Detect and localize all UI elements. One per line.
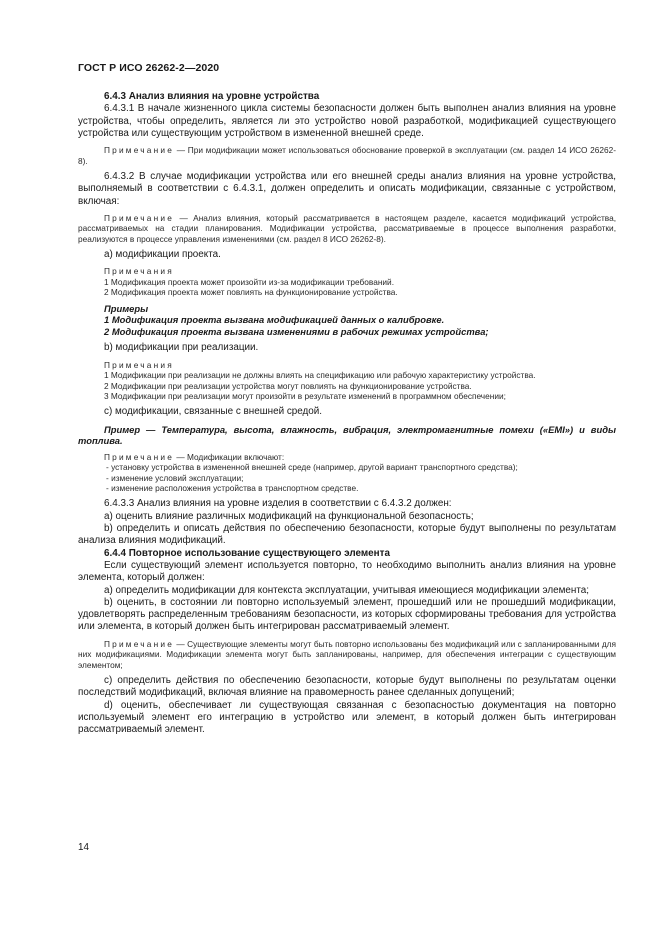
section-heading-6-4-4: 6.4.4 Повторное использование существующего элемента (104, 547, 390, 559)
page-number: 14 (78, 842, 89, 853)
note-label: Примечание (104, 638, 175, 649)
note-text: — При модификации может использоваться обоснование проверкой в эксплуатации (см. раздел 14 ИСО 26262-8). (78, 145, 616, 166)
note-label: Примечание (104, 212, 175, 223)
section-heading-6-4-3: 6.4.3 Анализ влияния на уровне устройства (104, 91, 320, 102)
paragraph-6-4-3-1: 6.4.3.1 В начале жизненного цикла системы безопасности должен быть выполнен анализ влияния на уровне устройства, чтобы определить, является ли это устройство новой разработкой, модификацией существующего устройства или существующим устройством в измененной внешней среде. (78, 103, 616, 139)
notes-label: Примечания (104, 359, 174, 370)
paragraph-6-4-4-c: с) определить действия по обеспечению безопасности, которые будут выполнены по результатам оценки последствий модификаций, включая влияние на правомерность ранее сделанных допущений; (78, 674, 616, 699)
paragraph-6-4-3-2: 6.4.3.2 В случае модификации устройства или его внешней среды анализ влияния на уровне устройства, выполняемый в соответствии с 6.4.3.1, должен определить и описать модификации, связанные с устройством, включая: (78, 171, 616, 207)
note-text: — Модификации включают: (174, 451, 285, 462)
list-item-c: с) модификации, связанные с внешней средой. (104, 406, 323, 418)
paragraph-6-4-4-a: а) определить модификации для контекста эксплуатации, учитывая имеющиеся модификации элемента; (104, 584, 590, 596)
paragraph-6-4-4-d: d) оценить, обеспечивает ли существующая связанная с безопасностью документация на повторно используемый элемент его интеграцию в устройство или элемент, в который должен быть интегрирован рассматриваемый элемент. (78, 699, 616, 736)
document-header: ГОСТ Р ИСО 26262-2—2020 (78, 62, 220, 74)
examples-label: Примеры (104, 302, 149, 314)
note-list-item: - установку устройства в измененной внешней среде (например, другой вариант транспортного средства); (106, 462, 518, 473)
note-list-item: - изменение расположения устройства в транспортном средстве. (106, 483, 359, 494)
paragraph-6-4-4-b: b) оценить, в состоянии ли повторно используемый элемент, прошедший или не прошедший модификации, удовлетворять распределенным требованиям безопасности, из которых сформированы требования для устройства или элемента, в который должен быть интегрирован рассматриваемый элемент. (78, 596, 616, 633)
example-item: 1 Модификация проекта вызвана модификацией данных о калибровке. (104, 314, 445, 326)
example-item: 2 Модификация проекта вызвана изменениями в рабочих режимах устройства; (104, 325, 489, 337)
paragraph-6-4-3-3-b: b) определить и описать действия по обеспечению безопасности, которые будут выполнены по результатам анализа влияния модификаций. (78, 523, 616, 547)
note-2 (78, 213, 616, 244)
note-item: 3 Модификации при реализации могут произойти в результате изменений в программном обеспечении; (104, 390, 506, 401)
note-item: 1 Модификация проекта может произойти из-за модификации требований. (104, 276, 395, 287)
note-label: Примечание (104, 145, 175, 156)
note-text: — Существующие элементы могут быть повторно использованы без модификаций или с запланированными для них модификациями. Модификации элемента могут быть запланированы, например, для обеспечения интеграции с существующим элементом; (78, 638, 616, 670)
paragraph-6-4-3-3: 6.4.3.3 Анализ влияния на уровне изделия в соответствии с 6.4.3.2 должен: (104, 498, 452, 510)
note-label: Примечание (104, 451, 175, 462)
note-item: 1 Модификации при реализации не должны влиять на спецификацию или рабочую характеристику устройства. (104, 370, 536, 381)
notes-label: Примечания (104, 266, 174, 277)
note-text: — Анализ влияния, который рассматривается в настоящем разделе, касается модификаций устройства, рассматриваемых на стадии планирования. Модификации устройства, рассматриваемые в процессе выполнения разработки, реализуются в процессе управления изменениями (см. раздел 8 ИСО 26262-8). (78, 212, 616, 244)
note-3 (78, 452, 616, 462)
list-item-b: b) модификации при реализации. (104, 342, 259, 354)
note-4 (78, 639, 616, 670)
paragraph-6-4-3-3-a: а) оценить влияние различных модификаций на функциональной безопасность; (104, 510, 474, 522)
main-content (78, 91, 616, 736)
note-list-item: - изменение условий эксплуатации; (106, 472, 244, 483)
note-item: 2 Модификация проекта может повлиять на функционирование устройства. (104, 287, 398, 298)
list-item-a: а) модификации проекта. (104, 249, 221, 261)
paragraph-6-4-4-intro: Если существующий элемент используется повторно, то необходимо выполнить анализ влияния на уровне элемента, который должен: (78, 559, 616, 584)
note-1 (78, 145, 616, 166)
note-item: 2 Модификации при реализации устройства могут повлиять на функционирование устройства. (104, 380, 472, 391)
example-c: Пример — Температура, высота, влажность, вибрация, электромагнитные помехи («EMI») и виды топлива. (78, 423, 616, 447)
